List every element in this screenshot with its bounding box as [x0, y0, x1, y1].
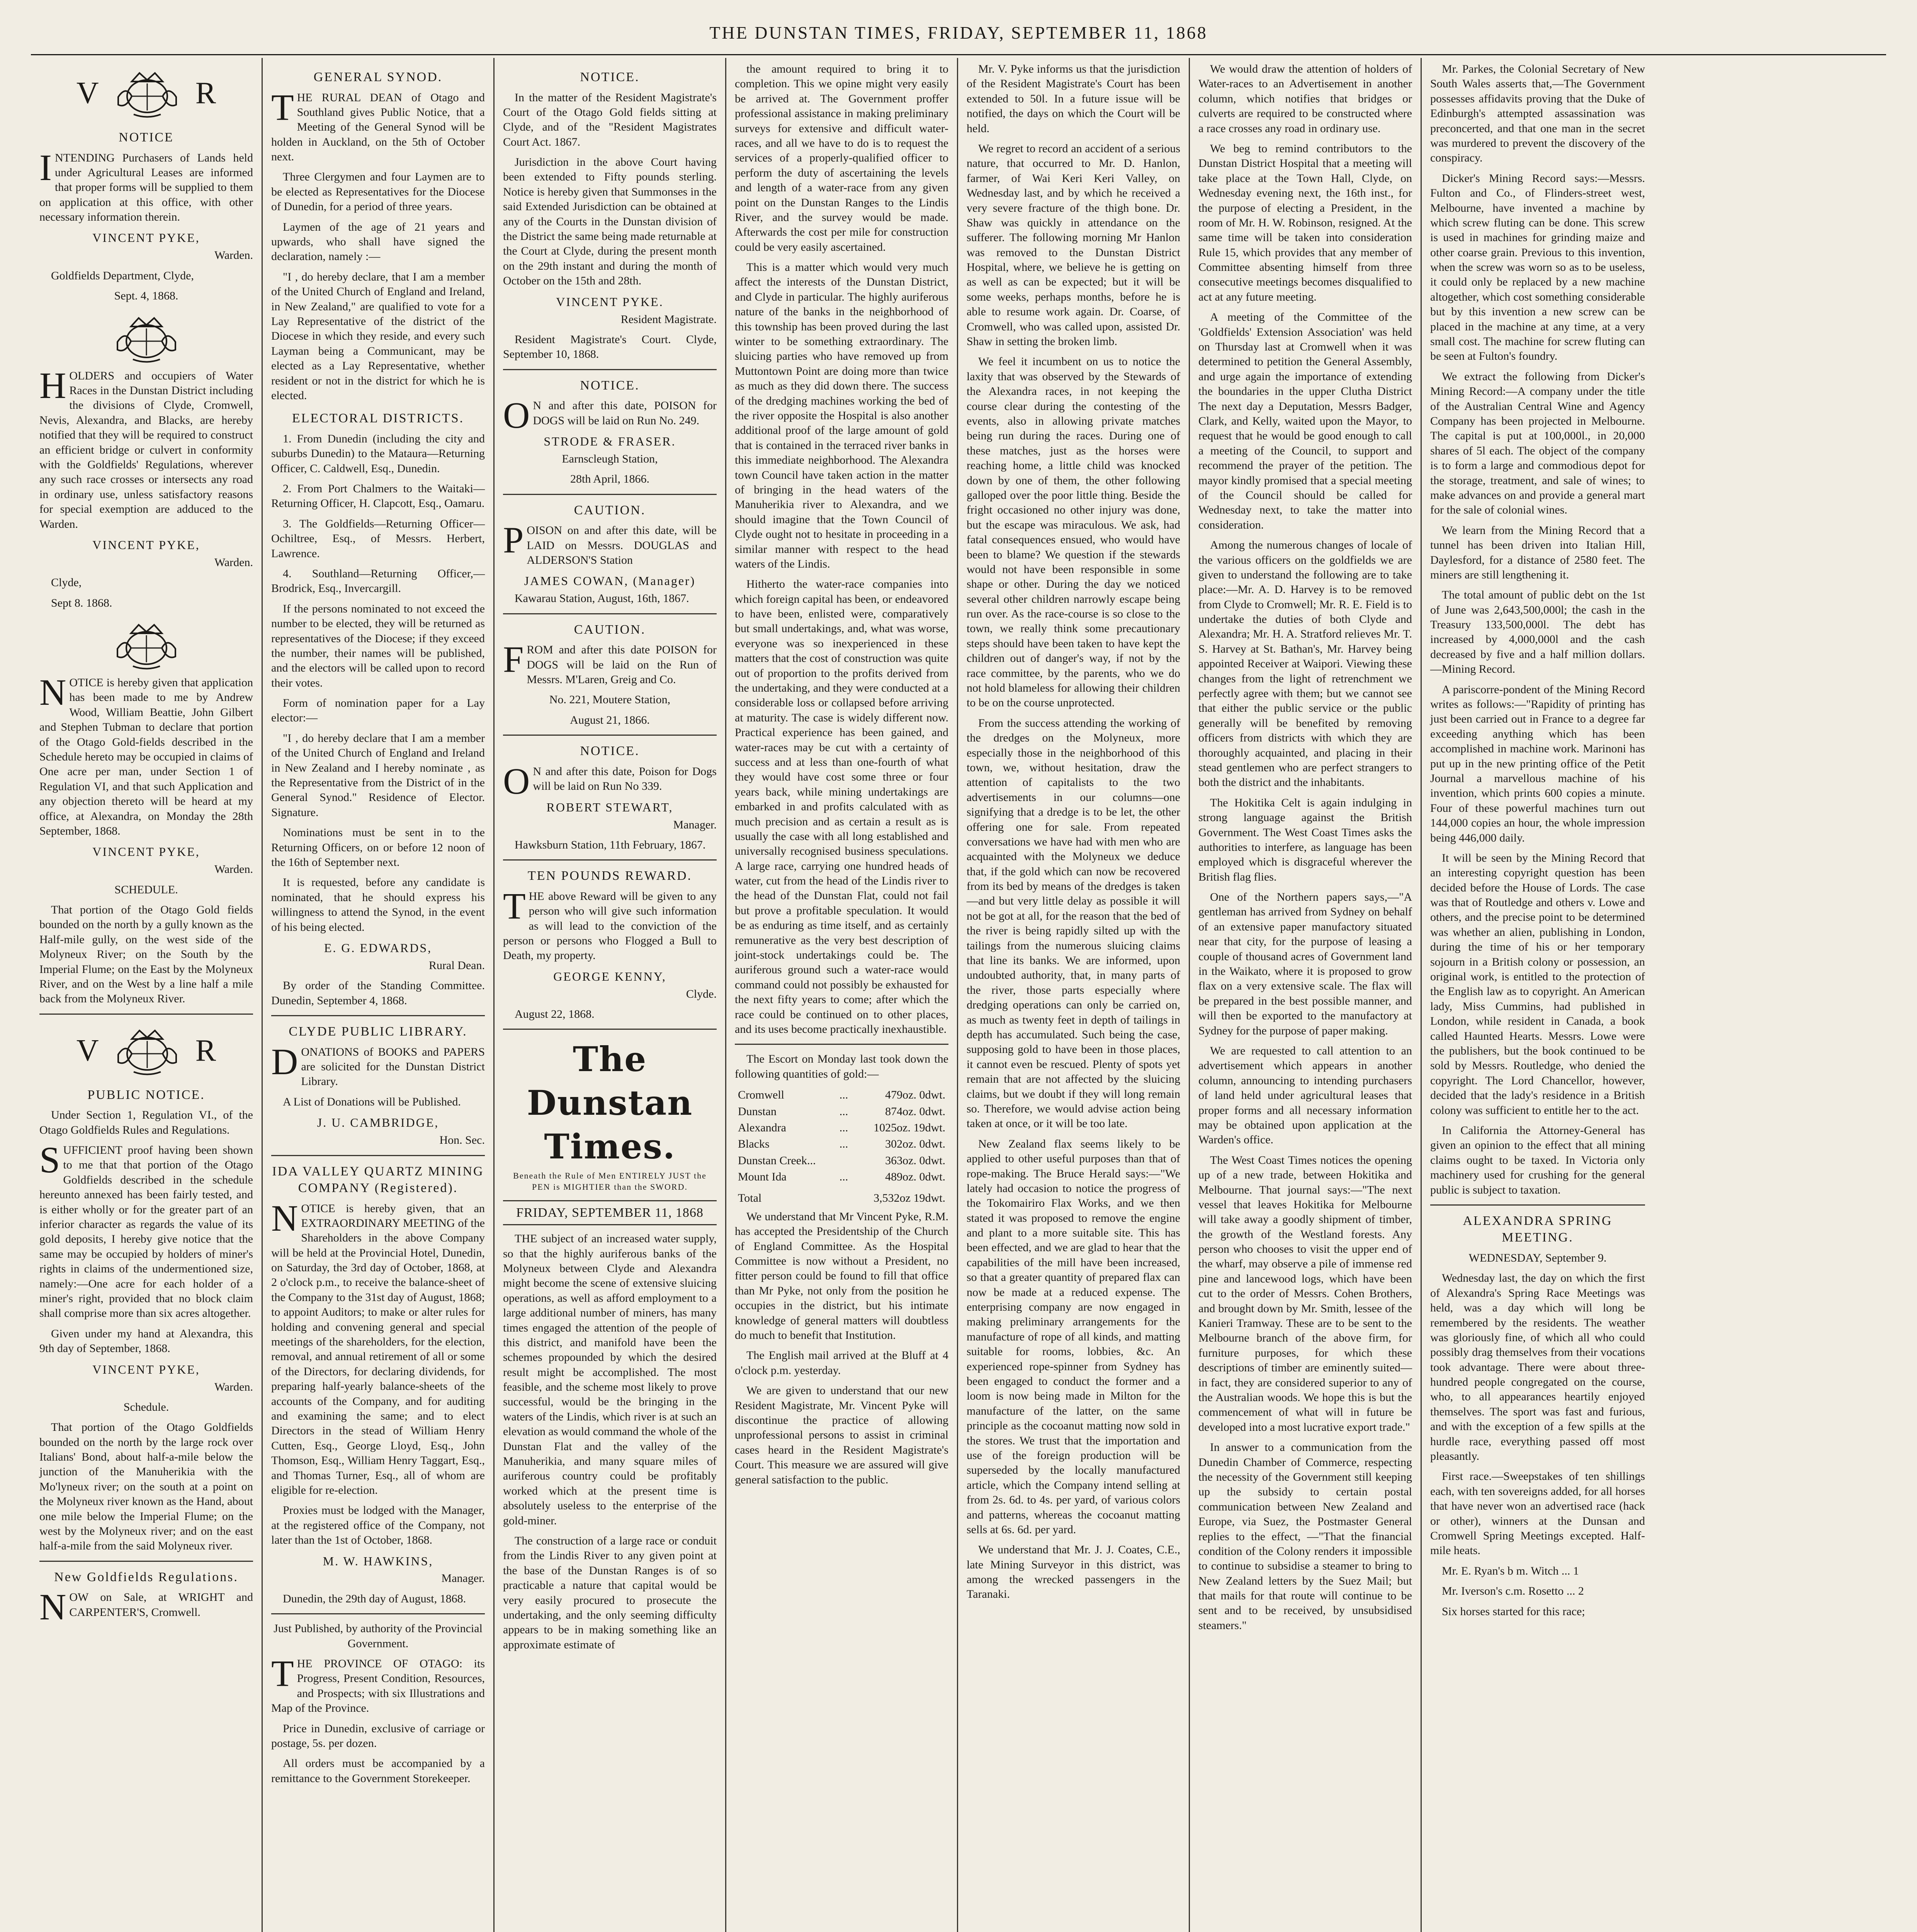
paragraph-text: The Hokitika Celt is again indulging in strong language against the British Government. The West Coast Times asks the authorities to interfere, as language has been employed which is disgraceful wherever the British flag flies. — [1198, 796, 1412, 883]
column-divider — [1430, 1204, 1645, 1206]
columns-container — [31, 58, 1902, 1932]
signature-name: M. W. HAWKINS, — [323, 1554, 433, 1568]
section-heading: PUBLIC NOTICE. — [87, 1087, 205, 1102]
paragraph — [1198, 62, 1412, 136]
paragraph — [967, 1543, 1180, 1602]
signature-name: VINCENT PYKE, — [92, 537, 200, 552]
paragraph-text: One of the Northern papers says,—"A gentleman has arrived from Sydney on behalf of an extensive paper manufactory situated near that city, for the purpose of leasing a couple of thousand acres of Government land in the Waikato, where it is proposed to grow flax on a very extensive scale. The flax will be prepared in the best possible manner, and will then be exported to the manufactory at Sydney for the purpose of paper making. — [1198, 891, 1412, 1037]
signature-title: Warden. — [214, 1380, 253, 1393]
paragraph — [39, 1139, 253, 1321]
paragraph — [1430, 588, 1645, 677]
signature-title: Rural Dean. — [429, 959, 485, 972]
crest-letter-right: R — [195, 1033, 216, 1068]
drop-capital: F — [503, 639, 524, 680]
section-heading: NOTICE. — [580, 70, 640, 84]
paragraph — [1430, 369, 1645, 518]
section-heading: CAUTION. — [574, 622, 646, 637]
paragraph-text: Six horses started for this race; — [1442, 1605, 1585, 1618]
paragraph-text: N and after this date, Poison for Dogs will be laid on Run No 339. — [533, 765, 717, 793]
paragraph — [503, 519, 717, 568]
centered-line: SCHEDULE. — [114, 883, 178, 896]
centered-line: August 21, 1866. — [570, 713, 650, 726]
paragraph-text: The construction of a large race or conduit from the Lindis River to any given point at the base of the Dunstan Ranges is of so practicable a nature that capital would be very easily procured to prosecute the undertaking, and the only seeming difficulty appears to be in making something like an approximate estimate of — [503, 1534, 717, 1651]
paragraph — [39, 1108, 253, 1138]
signature-title: Clyde. — [686, 987, 717, 1000]
table-cell: 489oz. 0dwt. — [885, 1170, 945, 1184]
paragraph — [1430, 1584, 1645, 1599]
paragraph — [503, 155, 717, 289]
table-cell: Cromwell — [738, 1088, 784, 1102]
paragraph — [1198, 796, 1412, 884]
signature-name: STRODE & FRASER. — [544, 434, 676, 449]
royal-crest-icon — [110, 618, 183, 672]
paragraph-text: Mr. E. Ryan's b m. Witch ... 1 — [1442, 1564, 1579, 1577]
paragraph-text: New Zealand flax seems likely to be applied to other useful purposes than that of rope-making. The Bruce Herald says:—"We lately had occasion to notice the progress of the Tokomairiro Flax Works, and we then stated it was proposed to remove the engine and plant to a more suitable site. This has been effected, and we are glad to hear that the capabilities of the mill have been increased, so that a greater quantity of prepared flax can now be made at a reduced expense. The enterprising company are now engaged in making preliminary arrangements for the manufacture of rope of all kinds, and matting suitable for rooms, lobbies, &c. An experienced rope-spinner from Sydney has been engaged to conduct the former and a loom is now being made in Milton for the manufacture of the latter, on the same principle as the cocoanut matting now sold in the stores. We trust that the importation and use of the foreign production will be superseded by the locally manufactured article, which the Company intend selling at from 2s. 6d. to 4s. per yard, of various colors and patterns, whereas the cocoanut matting sells at 6s. 6d. per yard. — [967, 1137, 1180, 1536]
paragraph-text: That portion of the Otago Gold fields bounded on the north by a gully known as the Half-mile gully, on the west side of the Molyneux River; on the South by the Imperial Flume; on the East by the Molyneux River, and on the West by a line half a mile back from the Molyneux River. — [39, 903, 253, 1005]
paragraph-text: It will be seen by the Mining Record that an interesting copyright question has been decided before the House of Lords. The case was that of Routledge and others v. Lowe and others, and the precise point to be determined was whether an alien, publishing in London, during the time of his or her temporary sojourn in a British colony or possession, an original work, is entitled to the protection of the English law as to copyright. An American lady, Miss Cummins, had published in London, while resident in Canada, a book called Haunted Hearts. Messrs. Lowe were the publishers, but the book continued to be sold by Messrs. Routledge, who denied the copyright. The Lord Chancellor, however, decided that the lady's residence in a British colony was sufficient to entitle her to the act. — [1430, 851, 1645, 1117]
paragraph-text: It is requested, before any candidate is nominated, that he should express his willingness to attend the Synod, in the event of his being elected. — [271, 876, 485, 934]
centered-line: 28th April, 1866. — [570, 473, 649, 486]
table-cell: 874oz. 0dwt. — [885, 1105, 945, 1118]
total-label: Total — [738, 1191, 762, 1204]
paragraph-text: Dicker's Mining Record says:—Messrs. Fulton and Co., of Flinders-street west, Melbourne, have invented a machine by which screw fluting can be done. This screw is used in machines for grinding maize and other coarse grain. Previous to this invention, when the screw was worn so as to be useless, it could only be replaced by a new machine altogether, which cost something considerable but by this invention a new screw can be placed in the machine at any time, at a very small cost. The machine for screw fluting can be seen at Fulton's foundry. — [1430, 172, 1645, 363]
paragraph — [735, 1052, 948, 1082]
paragraph-text: N and after this date, POISON for DOGS will be laid on Run No. 249. — [533, 399, 717, 427]
paragraph — [1430, 1469, 1645, 1558]
total-spacer — [836, 1185, 854, 1206]
royal-crest — [39, 64, 253, 122]
paragraph — [735, 577, 948, 1037]
paragraph — [271, 1592, 485, 1606]
drop-capital: H — [39, 364, 66, 406]
paragraph — [503, 1007, 717, 1022]
crest-letter-right: R — [195, 76, 216, 110]
table-row — [735, 1087, 948, 1103]
drop-capital: T — [271, 86, 294, 128]
centered-line: Sept. 4, 1868. — [114, 289, 178, 303]
column-divider — [735, 1044, 948, 1045]
paragraph — [271, 1756, 485, 1786]
total-value: 3,532oz 19dwt. — [874, 1191, 945, 1204]
drop-capital: T — [503, 885, 526, 927]
table-cell: ... — [839, 1105, 848, 1118]
table-row — [735, 1120, 948, 1136]
centered-line: Just Published, by authority of the Provincial Government. — [274, 1622, 483, 1650]
paragraph-text: Given under my hand at Alexandra, this 9th day of September, 1868. — [39, 1327, 253, 1355]
paragraph-text: OW on Sale, at WRIGHT and CARPENTER'S, Cromwell. — [69, 1591, 253, 1619]
paragraph — [271, 86, 485, 165]
section-heading: NOTICE. — [580, 744, 640, 759]
paragraph — [271, 731, 485, 820]
paragraph — [39, 903, 253, 1007]
paragraph-text: In the matter of the Resident Magistrate's Court of the Otago Gold fields sitting at Clyde, and of the "Resident Magistrates Court Act. 1867. — [503, 91, 717, 148]
signature-name: JAMES COWAN, (Manager) — [524, 574, 696, 588]
page-header: THE DUNSTAN TIMES, FRIDAY, SEPTEMBER 11, 1868 — [31, 12, 1886, 55]
paragraph — [1430, 523, 1645, 583]
paragraph — [271, 602, 485, 690]
paragraph-text: "I , do hereby declare, that I am a member of the United Church of England and Ireland, in New Zealand," are qualified to vote for a Lay Representative of the district of the Diocese in which they reside, and every such Layman being a Communicant, may be elected as a Lay Representative, whether resident or not in the district for which he is elected. — [271, 270, 485, 402]
paragraph-text: Hawksburn Station, 11th February, 1867. — [515, 838, 706, 851]
table-cell: 363oz. 0dwt. — [885, 1154, 945, 1167]
paragraph-text: OISON on and after this date, will be LAID on Messrs. DOUGLAS and ALDERSON'S Station — [527, 524, 717, 567]
paragraph-text: Clyde, — [51, 576, 82, 589]
editorial-dateline: FRIDAY, SEPTEMBER 11, 1868 — [503, 1200, 717, 1226]
paragraph — [1430, 171, 1645, 364]
signature-name: VINCENT PYKE. — [556, 294, 664, 309]
paragraph — [735, 62, 948, 255]
royal-crest — [39, 616, 253, 674]
paragraph — [271, 978, 485, 1008]
paragraph — [271, 220, 485, 264]
section-heading: ELECTORAL DISTRICTS. — [292, 411, 464, 426]
paragraph-text: HE above Reward will be given to any person who will give such information as will lead to the conviction of the person or persons who Flogged a Bull to Death, my property. — [503, 889, 717, 962]
paragraph — [503, 639, 717, 687]
table-cell: ... — [839, 1121, 848, 1134]
paragraph-text: Wednesday last, the day on which the first of Alexandra's Spring Race Meetings was held, was a day which will long be remembered by the residents. The weather was gloriously fine, of which all who could possibly drag themselves from their vocations took advantage. There were about three-hundred people congregated on the course, who, to all appearances heartily enjoyed themselves. The sport was fast and furious, and with the exception of a few spills at the hurdle race, everything passed off most pleasantly. — [1430, 1272, 1645, 1463]
column-divider — [39, 1014, 253, 1015]
paragraph — [1430, 1123, 1645, 1197]
paragraph — [1198, 141, 1412, 304]
table-cell: 1025oz. 19dwt. — [874, 1121, 945, 1134]
paragraph-text: All orders must be accompanied by a remittance to the Government Storekeeper. — [271, 1757, 485, 1785]
paragraph-text: A List of Donations will be Published. — [283, 1095, 461, 1108]
royal-crest-icon — [110, 311, 183, 365]
section-heading: New Goldfields Regulations. — [54, 1570, 238, 1584]
paragraph-text: OTICE is hereby given, that an EXTRAORDINARY MEETING of the Shareholders in the above Company will be held at the Provincial Hotel, Dunedin, on Saturday, the 3rd day of October, 1868, at 2 o'clock p.m., to receive the balance-sheet of the Company to the 31st day of August, 1868; to appoint Auditors; to make or alter rules for holding and convening general and special meetings of the shareholders, for the election, removal, and annual retirement of all or some of the Directors, for declaring dividends, for preparing half-yearly balance-sheets of the accounts of the Company, and for auditing and examining the same; and to elect Directors in the stead of William Henry Cutten, Esq., George Lloyd, Esq., John Thomson, Esq., William Henry Taggart, Esq., and Thomas Turner, Esq., all of whom are eligible for re-election. — [271, 1202, 485, 1497]
paragraph-text: We learn from the Mining Record that a tunnel has been driven into Italian Hill, Daylesford, for a distance of 2580 feet. The miners are still lengthening it. — [1430, 524, 1645, 581]
drop-capital: O — [503, 760, 530, 802]
column-4 — [726, 58, 958, 1932]
section-heading: ALEXANDRA SPRING MEETING. — [1463, 1213, 1613, 1245]
signature-name: E. G. EDWARDS, — [324, 940, 432, 955]
signature-name: VINCENT PYKE, — [92, 1362, 200, 1376]
paragraph — [39, 146, 253, 225]
paragraph-text: Laymen of the age of 21 years and upwards, who shall have signed the declaration, namely :— — [271, 220, 485, 263]
paragraph-text: The English mail arrived at the Bluff at 4 o'clock p.m. yesterday. — [735, 1349, 948, 1377]
paragraph-text: HE PROVINCE OF OTAGO: its Progress, Present Condition, Resources, and Prospects; with six Illustrations and Map of the Province. — [271, 1657, 485, 1715]
paragraph — [1198, 310, 1412, 532]
signature-title: Hon. Sec. — [439, 1134, 485, 1147]
paragraph — [967, 1137, 1180, 1537]
drop-capital: O — [503, 395, 530, 436]
signature-name: VINCENT PYKE, — [92, 845, 200, 859]
paragraph-text: 3. The Goldfields—Returning Officer—Ochiltree, Esq., of Messrs. Herbert, Lawrence. — [271, 517, 485, 560]
signature-name: J. U. CAMBRIDGE, — [317, 1116, 439, 1130]
paragraph — [967, 62, 1180, 136]
drop-capital: P — [503, 519, 524, 561]
section-heading: TEN POUNDS REWARD. — [527, 869, 692, 883]
table-cell: ... — [839, 1170, 848, 1184]
table-cell: Mount Ida — [738, 1170, 787, 1184]
paragraph-text: If the persons nominated to not exceed the number to be elected, they will be returned as representatives of the Diocese; if they exceed the number, their names will be published, and the electors will be called upon to record their votes. — [271, 602, 485, 689]
paragraph-text: A pariscorre-pondent of the Mining Record writes as follows:—"Rapidity of printing has just been carried out in France to a degree far exceeding anything which has been accomplished in machine work. Marinoni has put up in the new printing office of the Petit Journal a marvellous machine of his invention, which prints 600 copies a minute. Four of these powerful machines turn out 144,000 copies an hour, the whole impression being 446,000 daily. — [1430, 683, 1645, 844]
paragraph — [271, 170, 485, 214]
drop-capital: N — [271, 1197, 298, 1239]
paragraph-text: We beg to remind contributors to the Dunstan District Hospital that a meeting will take place at the Town Hall, Clyde, on Wednesday evening next, the 16th inst., for the purpose of electing a President, in the room of Mr. H. W. Robinson, resigned. At the same time will be taken into consideration Rule 15, which provides that any member of Committee absenting himself from three consecutive meetings becomes disqualified to act at any future meeting. — [1198, 142, 1412, 303]
paragraph-text: Proxies must be lodged with the Manager, at the registered office of the Company, not later than the 1st of October, 1868. — [271, 1504, 485, 1547]
column-7 — [1422, 58, 1654, 1932]
column-divider — [503, 1029, 717, 1030]
paragraph — [967, 354, 1180, 710]
paragraph — [39, 1327, 253, 1356]
section-heading: NOTICE. — [580, 378, 640, 393]
paragraph-text: A meeting of the Committee of the 'Goldfields' Extension Association' was held on Thursday last at Cromwell when it was determined to petition the General Assembly, and urge again the importance of extending the boundaries in the upper Clutha District The next day a Deputation, Messrs Badger, Clark, and Kelly, waited upon the Mayor, to request that he would be good enough to call a meeting of the Council, to support and recommend the prayer of the petition. The mayor kindly promised that a special meeting of the Council should be called for Wednesday next, to take the matter into consideration. — [1198, 311, 1412, 531]
paragraph — [39, 672, 253, 838]
signature-name: VINCENT PYKE, — [92, 231, 200, 245]
paragraph — [271, 1653, 485, 1716]
table-total-row — [735, 1185, 948, 1206]
paragraph-text: Under Section 1, Regulation VI., of the Otago Goldfields Rules and Regulations. — [39, 1109, 253, 1136]
paragraph-text: August 22, 1868. — [515, 1008, 595, 1021]
paragraph-text: Kawarau Station, August, 16th, 1867. — [515, 592, 689, 605]
paragraph — [271, 481, 485, 511]
paragraph — [271, 1503, 485, 1548]
centered-line: Earnscleugh Station, — [562, 452, 658, 465]
table-row — [735, 1153, 948, 1169]
paragraph — [1430, 1564, 1645, 1578]
column-5 — [958, 58, 1190, 1932]
paragraph — [271, 1095, 485, 1109]
paragraph-text: Dunedin, the 29th day of August, 1868. — [283, 1592, 466, 1605]
paragraph — [735, 1383, 948, 1487]
paragraph-text: OTICE is hereby given that application has been made to me by Andrew Wood, William Beattie, John Gilbert and Stephen Tubman to declare that portion of the Otago Gold-fields described in the Schedule hereto may be occupied in claims of One acre per man, under Section 1 of Regulation VI, and that such Application and any objection thereto will be heard at my office, at Alexandra, on Monday the 28th September, 1868. — [39, 676, 253, 837]
paragraph — [735, 1348, 948, 1378]
section-heading: IDA VALLEY QUARTZ MINING COMPANY (Registered). — [272, 1164, 484, 1196]
paragraph — [271, 1197, 485, 1498]
paragraph-text: This is a matter which would very much affect the interests of the Dunstan District, and Clyde in particular. The highly auriferous nature of the banks in the neighborhood of this township has been proved during the last winter to be something extraordinary. The sluicing parties who have removed up from Muttontown Point are doing more than twice as much as they did down there. The success of the dredging machines working the bed of the river opposite the Hospital is also another additional proof of the large amount of gold that is contained in the terraced river banks in this immediate neighborhood. The Alexandra town Council have taken action in the matter of bringing in the head waters of the Manuherikia river to Alexandra, and we should imagine that the Town Council of Clyde ought not to hesitate in proceeding in a similar manner with respect to the head waters of the Lindis. — [735, 261, 948, 570]
paragraph — [1198, 890, 1412, 1038]
paragraph-text: "I , do hereby declare that I am a member of the United Church of England and Ireland in New Zealand and I hereby nominate , as the Representative from the District of in the General Synod." Residence of Elector. Signature. — [271, 731, 485, 819]
section-heading: CLYDE PUBLIC LIBRARY. — [289, 1024, 467, 1039]
paragraph-text: Hitherto the water-race companies into which foreign capital has been, or endeavored to have been, enlisted were, comparatively but small undertakings, and, what was worse, everyone was so inexperienced in these matters that the cost of construction was quite out of proportion to the profits derived from the undertaking, and they were conducted at a considerable loss or collapsed before arriving at maturity. The case is widely different now. Practical experience has been gained, and water-races may be cut with a certainty of success and at less than one-fourth of what they would have cost some three or four years back, while mining undertakings are embarked in and profits calculated with as much precision and as certain a result as is usually the case with all long established and universally recognised business speculations. A large race, carrying one hundred heads of water, cut from the head of the Lindis river to the head of the Dunstan Flat, could not fail but prove a profitable speculation. It would be as enduring as time itself, and as certainly remunerative as the very best description of joint-stock undertakings could be. The auriferous ground such a water-race would command could not possibly be exhausted for the next fifty years to come; after which the race could be continued on to other places, and its uses become practically inexhaustible. — [735, 578, 948, 1036]
paragraph — [967, 141, 1180, 349]
table-cell: Alexandra — [738, 1121, 786, 1134]
paragraph-text: the amount required to bring it to completion. This we opine might very easily be arrived at. The Government proffer professional assistance in making preliminary surveys for extensive and difficult water-races, and all we have to do is to request the services of a properly-qualified officer to perform the duty of ascertaining the levels and length of a water-race from any given point on the Dunstan Ranges to the Lindis River, and the survey would be made. Afterwards the cost per mile for construction could be very easily ascertained. — [735, 63, 948, 253]
signature-title: Resident Magistrate. — [620, 313, 717, 326]
paragraph-text: In California the Attorney-General has given an opinion to the effect that all mining claims ought to be taxed. In Victoria only machinery used for crushing for the general public is subject to taxation. — [1430, 1124, 1645, 1196]
paragraph — [503, 395, 717, 436]
drop-capital: T — [271, 1653, 294, 1694]
paragraph-text: Goldfields Department, Clyde, — [51, 269, 194, 282]
table-cell: 302oz. 0dwt. — [885, 1138, 945, 1151]
drop-capital: S — [39, 1139, 60, 1181]
paragraph — [503, 838, 717, 852]
paragraph — [1430, 682, 1645, 845]
column-divider — [503, 859, 717, 861]
signature-name: ROBERT STEWART, — [546, 800, 673, 814]
paragraph — [1430, 1604, 1645, 1619]
paragraph — [735, 260, 948, 571]
paragraph-text: 2. From Port Chalmers to the Waitaki—Returning Officer, H. Clapcott, Esq., Oamaru. — [271, 482, 485, 510]
royal-crest-icon — [110, 1024, 184, 1078]
royal-crest — [39, 309, 253, 367]
paragraph — [1198, 1044, 1412, 1148]
paragraph — [1198, 538, 1412, 790]
section-heading: CAUTION. — [574, 503, 646, 517]
paragraph — [271, 875, 485, 935]
paragraph-text: OLDERS and occupiers of Water Races in the Dunstan District including the divisions of Clyde, Cromwell, Nevis, Alexandra, and Blacks, are hereby notified that they will be required to construct an efficient bridge or culvert in conformity with the Goldfields' Regulations, wherever any such race crosses or intersects any road in ordinary use, unless satisfactory reasons for special exemption are adduced to the Warden. — [39, 369, 253, 531]
paragraph — [39, 364, 253, 532]
signature-title: Warden. — [214, 556, 253, 569]
table-cell: Dunstan Creek... — [738, 1154, 816, 1167]
paragraph — [39, 269, 253, 283]
centered-line: Schedule. — [123, 1400, 169, 1413]
paragraph-text: Among the numerous changes of locale of the various officers on the goldfields we are given to understand the following are to take place:—Mr. A. D. Harvey is to be removed from Clyde to Cromwell; Mr. R. E. Field is to undertake the duties of both Clyde and Alexandra; Mr. H. A. Stratford relieves Mr. T. S. Harvey at St. Bathan's, Mr. Harvey being appointed Receiver at Waipori. Viewing these changes from the light of retrenchment we perfectly agree with them; but we cannot see that either the public service or the public generally will be benefited by removing officers from districts with which they are thoroughly acquainted, and placing in their stead gentlemen who are perfect strangers to both the district and the inhabitants. — [1198, 539, 1412, 789]
paragraph-text: The total amount of public debt on the 1st of June was 2,643,500,000l; the cash in the Treasury 133,500,000l. The debt has increased by 4,000,000l and the cash decreased by five and a half million dollars.—Mining Record. — [1430, 588, 1645, 676]
paragraph — [39, 575, 253, 590]
paragraph-text: We understand that Mr Vincent Pyke, R.M. has accepted the Presidentship of the Church of England Committee. As the Hospital Committee is now without a President, no fitter person could be found to fill that office than Mr Pyke, not only from the position he occupies in the district, but his intimate knowledge of general matters will doubtless do much to benefit that Institution. — [735, 1210, 948, 1342]
column-divider — [503, 735, 717, 736]
paragraph — [1430, 62, 1645, 166]
paragraph-text: ROM and after this date POISON for DOGS will be laid on the Run of Messrs. M'Laren, Greig and Co. — [527, 643, 717, 686]
column-divider — [271, 1613, 485, 1614]
royal-crest — [39, 1022, 253, 1080]
paragraph-text: We regret to record an accident of a serious nature, that occurred to Mr. D. Hanlon, farmer, of Wai Keri Keri Valley, on Wednesday last, and by which he received a very severe fracture of the thigh bone. Dr. Shaw was quickly in attendance on the sufferer. The following morning Mr Hanlon was removed to the Dunstan District Hospital, where, we believe he is getting on as well as can be expected; but it will be some weeks, perhaps months, before he is able to resume work again. Dr. Coarse, of Cromwell, who was called upon, assisted Dr. Shaw in setting the broken limb. — [967, 142, 1180, 348]
paragraph — [39, 596, 253, 611]
paragraph — [503, 591, 717, 606]
paragraph-text: Nominations must be sent in to the Returning Officers, on or before 12 noon of the 16th of September next. — [271, 826, 485, 869]
paragraph — [271, 825, 485, 870]
crest-letter-left: V — [76, 76, 99, 110]
column-divider — [271, 1015, 485, 1016]
paragraph — [503, 1534, 717, 1652]
paragraph-text: We feel it incumbent on us to notice the laxity that was observed by the Stewards of the Alexandra races, in not keeping the course clear during the contesting of the events, also in allowing private matches being run during the races. During one of these matches, just as the horses were reaching home, a little child was knocked down by one of them, the other following galloped over the poor little thing. Beside the fright occasioned no other injury was done, but the escape was miraculous. We ask, had fatal consequences ensued, who would have been to blame? We question if the stewards would not have been responsible in some shape or other. During the day we noticed several other children narrowly escape being run over. As the race-course is so close to the town, we really think some precautionary steps should have been taken to have kept the children out of danger's way, if not by the race committee, by the parents, who we do not hold blameless for allowing their children to be on the course unprotected. — [967, 355, 1180, 709]
table-cell — [836, 1153, 854, 1169]
paragraph-text: Mr. Iverson's c.m. Rosetto ... 2 — [1442, 1585, 1584, 1598]
paragraph-text: Jurisdiction in the above Court having been extended to Fifty pounds sterling. Notice is hereby given that Summonses in the said Extended Jurisdiction can be obtained at any of the Courts in the Dunstan division of the District the same being made returnable at the Court at Clyde, during the present month on the 29th instant and during the month of October on the 15th and 28th. — [503, 156, 717, 287]
paragraph — [271, 566, 485, 596]
paragraph-text: We extract the following from Dicker's Mining Record:—A company under the title of the Australian Central Wine and Agency Company has been projected in Melbourne. The capital is put at 100,000l., in 20,000 shares of 5l each. The object of the company is to form a large and commodious depot for the storage, treatment, and sale of wines; to make advances on and provide a general mart for the sale of colonial wines. — [1430, 370, 1645, 517]
paragraph-text: NTENDING Purchasers of Lands held under Agricultural Leases are informed that proper forms will be supplied to them on application at this office, with other necessary information therein. — [39, 151, 253, 224]
paragraph — [503, 760, 717, 802]
paragraph — [271, 1721, 485, 1751]
column-6 — [1190, 58, 1422, 1932]
signature-title: Warden. — [214, 863, 253, 876]
paragraph-text: First race.—Sweepstakes of ten shillings each, with ten sovereigns added, for all horses that have never won an advertised race (hack or other), winners at the Dunsan and Cromwell Spring Meetings excepted. Half-mile heats. — [1430, 1470, 1645, 1557]
drop-capital: N — [39, 672, 66, 713]
paragraph — [503, 885, 717, 963]
paragraph-text: We are given to understand that our new Resident Magistrate, Mr. Vincent Pyke will discontinue the practice of allowing unprofessional persons to assist in criminal cases heard in the Resident Magistrate's Court. This measure we are assured will give general satisfaction to the public. — [735, 1384, 948, 1486]
table-cell: ... — [839, 1088, 848, 1102]
paragraph — [1198, 1153, 1412, 1435]
masthead-motto: Beneath the Rule of Men ENTIRELY JUST the PEN is MIGHTIER than the SWORD. — [513, 1171, 707, 1192]
paragraph-text: We are requested to call attention to an advertisement which appears in another column, announcing to intending purchasers of land held under agricultural leases that proper forms and all necessary information may be obtained upon application at the Warden's office. — [1198, 1044, 1412, 1146]
paragraph — [271, 1041, 485, 1089]
paragraph — [503, 90, 717, 150]
paragraph-text: That portion of the Otago Goldfields bounded on the north by the large rock over Italians' Bond, about half-a-mile below the junction of the Manuherikia with the Mo'lyneux river; on the south at a point on the Molyneux river known as the Hand, about one mile below the Imperial Flume; on the west by the Molyneux river; and on the east half-a-mile from the said Molyneux river. — [39, 1421, 253, 1553]
paragraph-text: UFFICIENT proof having been shown to me that that portion of the Otago Goldfields described in the schedule hereunto annexed has been fairly tested, and is either wholly or for the greater part of an inferior character as regards the value of its gold deposits, I hereby give notice that the same may be occupied by holders of miner's rights in claims of the undermentioned size, namely:—One acre for each holder of a miner's right, provided that no block claim shall comprise more than six acres altogether. — [39, 1144, 253, 1320]
paragraph — [1198, 1440, 1412, 1633]
crest-letter-left: V — [76, 1033, 99, 1068]
column-divider — [503, 613, 717, 614]
table-row — [735, 1104, 948, 1120]
paragraph — [39, 1420, 253, 1554]
paragraph — [39, 1586, 253, 1628]
paragraph-text: HE RURAL DEAN of Otago and Southland gives Public Notice, that a Meeting of the General Synod will be holden in Auckland, on the 5th of October next. — [271, 91, 485, 163]
column-divider — [503, 369, 717, 370]
section-heading: NOTICE — [119, 130, 174, 145]
paragraph-text: By order of the Standing Committee. Dunedin, September 4, 1868. — [271, 979, 485, 1007]
paragraph-text: Form of nomination paper for a Lay elector:— — [271, 697, 485, 724]
column-3 — [495, 58, 726, 1932]
centered-line: WEDNESDAY, September 9. — [1468, 1251, 1607, 1264]
paragraph-text: THE subject of an increased water supply, so that the highly auriferous banks of the Molyneux between Clyde and Alexandra might become the scene of extensive sluicing operations, as well as afford employment to a large additional number of miners, has many times engaged the attention of the people of this district, and manifold have been the schemes propounded by which the desired result might be accomplished. The most feasible, and the scheme most likely to prove successful, would be the bringing in the waters of the Lindis, which river is at such an elevation as would command the whole of the Dunstan Flat and the valley of the Manuherikia, and many square miles of auriferous country could be profitably worked which at the present time is absolutely useless to the enterprise of the gold-miner. — [503, 1232, 717, 1527]
paragraph — [271, 270, 485, 403]
drop-capital: D — [271, 1041, 298, 1082]
table-cell: Blacks — [738, 1138, 770, 1151]
paragraph-text: Price in Dunedin, exclusive of carriage or postage, 5s. per dozen. — [271, 1722, 485, 1750]
paragraph-text: In answer to a communication from the Dunedin Chamber of Commerce, respecting the necessity of the Government still keeping up the subsidy to certain postal communication between New Zealand and Europe, via Suez, the Postmaster General replies to the effect, —"That the financial condition of the Colony renders it impossible to continue to subsidise a steamer to bring to New Zealand letters by the Suez Mail; but that mails for that route will continue to be sent and to be received, by unsubsidised steamers." — [1198, 1441, 1412, 1632]
drop-capital: I — [39, 146, 52, 188]
paragraph-text: Mr. Parkes, the Colonial Secretary of New South Wales asserts that,—The Government possesses affidavits proving that the Duke of Edinburgh's attempted assassination was preconcerted, and that one man in the secret was murdered to prevent the discovery of the conspiracy. — [1430, 63, 1645, 165]
paragraph — [503, 332, 717, 362]
column-2 — [263, 58, 495, 1932]
column-divider — [503, 494, 717, 495]
paragraph-text: Sept 8. 1868. — [51, 596, 112, 609]
paragraph-text: We would draw the attention of holders of Water-races to an Advertisement in another column, which notifies that bridges or culverts are required to be constructed where a race crosses any road in ordinary use. — [1198, 63, 1412, 135]
masthead-title: The Dunstan Times. — [527, 1039, 693, 1167]
column-1 — [31, 58, 263, 1932]
table-cell: Dunstan — [738, 1105, 777, 1118]
table-row — [735, 1136, 948, 1152]
centered-line: No. 221, Moutere Station, — [549, 693, 671, 706]
paragraph-text: We understand that Mr. J. J. Coates, C.E., late Mining Surveyor in this district, was among the wrecked passengers in the Taranaki. — [967, 1543, 1180, 1601]
paragraph — [271, 432, 485, 476]
signature-title: Warden. — [214, 249, 253, 262]
paragraph-text: The West Coast Times notices the opening up of a new trade, between Hokitika and Melbourne. That journal says:—"The next vessel that leaves Hokitika for Melbourne will take away a goodly shipment of timber, the growth of the Westland forests. Any person who chooses to visit the upper end of the wharf, may observe a pile of immense red pine and lancewood logs, which have been cut to the order of Messrs. Cohen Brothers, and brought down by Mr. Smith, lessee of the Kanieri Tramway. These are to be sent to the Melbourne branch of the above firm, for furniture purposes, for which these descriptions of timber are eminently suited—in fact, they are considered superior to any of the Australian woods. We hope this is but the commencement of what will in future be developed into a most lucrative export trade." — [1198, 1153, 1412, 1434]
paragraph-text: ONATIONS of BOOKS and PAPERS are solicited for the Dunstan District Library. — [301, 1045, 485, 1088]
paragraph-text: Resident Magistrate's Court. Clyde, September 10, 1868. — [503, 333, 717, 361]
paragraph-text: 1. From Dunedin (including the city and suburbs Dunedin) to the Mataura—Returning Officer, C. Caldwell, Esq., Dunedin. — [271, 432, 485, 475]
signature-title: Manager. — [441, 1572, 485, 1585]
paragraph — [271, 696, 485, 726]
paragraph — [503, 1231, 717, 1528]
royal-crest-icon — [110, 66, 184, 120]
table-row — [735, 1169, 948, 1185]
paragraph — [1430, 851, 1645, 1118]
section-heading: GENERAL SYNOD. — [313, 70, 443, 84]
paragraph — [967, 716, 1180, 1131]
paragraph-text: Three Clergymen and four Laymen are to be elected as Representatives for the Diocese of Dunedin, for a period of three years. — [271, 170, 485, 213]
drop-capital: N — [39, 1586, 66, 1628]
paragraph-text: Mr. V. Pyke informs us that the jurisdiction of the Resident Magistrate's Court has been extended to 50l. In a future issue will be notified, the days on which the Court will be held. — [967, 63, 1180, 135]
column-divider — [39, 1561, 253, 1562]
paragraph-text: 4. Southland—Returning Officer,—Brodrick, Esq., Invercargill. — [271, 567, 485, 595]
paragraph — [1430, 1271, 1645, 1464]
paragraph-text: The Escort on Monday last took down the following quantities of gold:— — [735, 1053, 948, 1080]
signature-title: Manager. — [673, 818, 717, 831]
gold-escort-table — [735, 1087, 948, 1206]
signature-name: GEORGE KENNY, — [553, 969, 666, 983]
table-cell: 479oz. 0dwt. — [885, 1088, 945, 1102]
paragraph-text: From the success attending the working of the dredges on the Molyneux, more especially those in the neighborhood of this town, we, without hesitation, draw the attention of capitalists to the two advertisements in our columns—one signifying that a dredge is to be let, the other offering one for sale. From repeated conversations we have had with men who are acquainted with the Molyneux we deduce that, if the gold which can now be recovered from its bed by means of the dredges is taken—and but very little delay as possible it will not be got at all, for the reason that the bed of the river is being rapidly silted up with the tailings from the numerous sluicing claims that line its banks. We are informed, upon undoubted authority, that, in many parts of the river, those parts especially where dredging operations can only be carried on, as much as twenty feet in depth of tailings in depth has accumulated. Such being the case, supposing gold to have been in those places, it cannot even be rescued. Plenty of spots yet remain that are not affected by the sluicing claims, but we doubt if they will long remain so. Therefore, we would advise action being taken at once, or it will be too late. — [967, 716, 1180, 1130]
column-divider — [271, 1155, 485, 1156]
table-cell: ... — [839, 1138, 848, 1151]
paragraph — [271, 517, 485, 561]
paragraph — [735, 1209, 948, 1343]
